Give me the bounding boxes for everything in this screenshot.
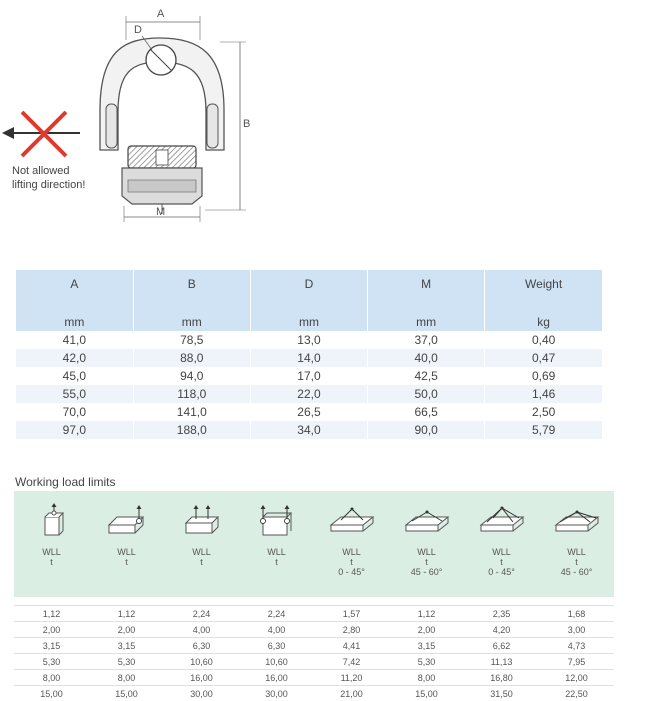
table-row xyxy=(16,331,602,349)
wll-col-two-leg-angle xyxy=(314,491,389,597)
wll-caption: WLL t 45 - 60° xyxy=(389,547,464,577)
two-leg-angle-wide-icon xyxy=(402,503,452,537)
unit-weight: kg xyxy=(485,313,602,331)
wll-caption: WLL t xyxy=(89,547,164,567)
wll-caption: WLL t 0 - 45° xyxy=(314,547,389,577)
table-cell: 2,50 xyxy=(485,403,602,421)
table-cell: 16,00 xyxy=(164,670,239,686)
header-m: M xyxy=(368,270,485,313)
dim-m-label: M xyxy=(156,206,165,218)
table-cell: 11,20 xyxy=(314,670,389,686)
wll-col-side xyxy=(89,491,164,597)
table-cell: 188,0 xyxy=(133,421,250,439)
table-cell: 30,00 xyxy=(164,686,239,701)
table-cell: 37,0 xyxy=(368,331,485,349)
dim-a-label: A xyxy=(157,8,164,20)
warning-text xyxy=(12,164,85,192)
table-cell: 50,0 xyxy=(368,385,485,403)
wll-col-four-leg-angle xyxy=(464,491,539,597)
header-b: B xyxy=(133,270,250,313)
wll-caption: WLL t 0 - 45° xyxy=(464,547,539,577)
table-cell: 41,0 xyxy=(16,331,133,349)
table-row xyxy=(14,670,614,686)
wll-body xyxy=(14,597,614,701)
table-cell: 90,0 xyxy=(368,421,485,439)
table-cell: 2,00 xyxy=(389,622,464,638)
wll-spacer-row xyxy=(14,597,614,606)
table-cell: 2,80 xyxy=(314,622,389,638)
table-cell: 8,00 xyxy=(14,670,89,686)
table-cell: 16,80 xyxy=(464,670,539,686)
table-cell: 11,13 xyxy=(464,654,539,670)
wll-col-vertical xyxy=(14,491,89,597)
table-cell: 42,0 xyxy=(16,349,133,367)
wll-title: Working load limits xyxy=(15,475,115,489)
table-cell: 88,0 xyxy=(133,349,250,367)
table-cell: 16,00 xyxy=(239,670,314,686)
table-cell: 118,0 xyxy=(133,385,250,403)
table-cell: 7,42 xyxy=(314,654,389,670)
table-cell: 2,35 xyxy=(464,606,539,622)
dim-b-label: B xyxy=(243,118,250,130)
four-leg-angle-wide-icon xyxy=(552,503,602,537)
table-cell: 12,00 xyxy=(539,670,614,686)
table-cell: 1,68 xyxy=(539,606,614,622)
unit-b: mm xyxy=(133,313,250,331)
table-cell: 31,50 xyxy=(464,686,539,701)
table-row xyxy=(14,606,614,622)
side-lift-icon xyxy=(105,503,149,537)
table-cell: 5,79 xyxy=(485,421,602,439)
unit-a: mm xyxy=(16,313,133,331)
table-cell: 0,40 xyxy=(485,331,602,349)
dimensions-header-row xyxy=(16,270,602,313)
header-weight: Weight xyxy=(485,270,602,313)
table-cell: 22,0 xyxy=(250,385,367,403)
two-leg-angle-icon xyxy=(327,503,377,537)
table-cell: 94,0 xyxy=(133,367,250,385)
table-cell: 15,00 xyxy=(14,686,89,701)
table-cell: 30,00 xyxy=(239,686,314,701)
table-row xyxy=(16,421,602,439)
table-cell: 2,24 xyxy=(164,606,239,622)
table-cell: 10,60 xyxy=(164,654,239,670)
table-row xyxy=(14,622,614,638)
table-cell: 34,0 xyxy=(250,421,367,439)
table-cell: 21,00 xyxy=(314,686,389,701)
table-cell: 4,00 xyxy=(164,622,239,638)
table-cell: 70,0 xyxy=(16,403,133,421)
table-cell: 4,73 xyxy=(539,638,614,654)
wll-table xyxy=(14,491,614,701)
dimensions-table xyxy=(16,270,602,439)
technical-drawing xyxy=(0,0,645,250)
lifting-point-drawing xyxy=(0,0,645,250)
table-row xyxy=(16,349,602,367)
four-leg-angle-icon xyxy=(477,503,527,537)
table-cell: 26,5 xyxy=(250,403,367,421)
table-cell: 141,0 xyxy=(133,403,250,421)
dim-d-label: D xyxy=(134,24,142,36)
table-cell: 17,0 xyxy=(250,367,367,385)
table-row xyxy=(14,638,614,654)
unit-m: mm xyxy=(368,313,485,331)
table-cell: 4,00 xyxy=(239,622,314,638)
warning-line-2: lifting direction! xyxy=(12,178,85,192)
dimensions-unit-row xyxy=(16,313,602,331)
table-cell: 8,00 xyxy=(89,670,164,686)
table-row xyxy=(16,385,602,403)
wll-col-two-leg-vertical xyxy=(164,491,239,597)
table-cell: 66,5 xyxy=(368,403,485,421)
unit-d: mm xyxy=(250,313,367,331)
table-cell: 4,41 xyxy=(314,638,389,654)
table-cell: 6,30 xyxy=(164,638,239,654)
table-cell: 1,12 xyxy=(14,606,89,622)
wll-caption: WLL t xyxy=(164,547,239,567)
table-cell: 22,50 xyxy=(539,686,614,701)
wll-col-four-leg-angle-wide xyxy=(539,491,614,597)
table-cell: 3,15 xyxy=(89,638,164,654)
wll-col-two-leg-side xyxy=(239,491,314,597)
table-cell: 7,95 xyxy=(539,654,614,670)
warning-line-1: Not allowed xyxy=(12,164,85,178)
table-cell: 0,69 xyxy=(485,367,602,385)
wll-header-row xyxy=(14,491,614,597)
table-cell: 40,0 xyxy=(368,349,485,367)
two-leg-vertical-icon xyxy=(180,503,224,537)
table-cell: 1,12 xyxy=(89,606,164,622)
table-cell: 78,5 xyxy=(133,331,250,349)
table-cell: 1,46 xyxy=(485,385,602,403)
table-cell: 55,0 xyxy=(16,385,133,403)
table-cell: 13,0 xyxy=(250,331,367,349)
table-cell: 3,15 xyxy=(389,638,464,654)
table-cell: 1,57 xyxy=(314,606,389,622)
table-row xyxy=(16,367,602,385)
table-cell: 2,24 xyxy=(239,606,314,622)
dimensions-body xyxy=(16,331,602,439)
vertical-lift-icon xyxy=(32,503,72,537)
header-a: A xyxy=(16,270,133,313)
table-row xyxy=(16,403,602,421)
table-cell: 8,00 xyxy=(389,670,464,686)
table-cell: 3,15 xyxy=(14,638,89,654)
table-cell: 1,12 xyxy=(389,606,464,622)
wll-caption: WLL t xyxy=(239,547,314,567)
table-cell: 2,00 xyxy=(89,622,164,638)
two-leg-side-icon xyxy=(255,503,299,537)
table-cell: 14,0 xyxy=(250,349,367,367)
table-cell: 4,20 xyxy=(464,622,539,638)
table-cell: 3,00 xyxy=(539,622,614,638)
table-cell: 97,0 xyxy=(16,421,133,439)
table-cell: 6,62 xyxy=(464,638,539,654)
table-cell: 5,30 xyxy=(89,654,164,670)
table-cell: 0,47 xyxy=(485,349,602,367)
wll-col-two-leg-angle-wide xyxy=(389,491,464,597)
table-cell: 15,00 xyxy=(389,686,464,701)
table-cell: 2,00 xyxy=(14,622,89,638)
wll-caption: WLL t xyxy=(14,547,89,567)
table-cell: 5,30 xyxy=(14,654,89,670)
table-cell: 15,00 xyxy=(89,686,164,701)
wll-caption: WLL t 45 - 60° xyxy=(539,547,614,577)
table-cell: 10,60 xyxy=(239,654,314,670)
table-cell: 45,0 xyxy=(16,367,133,385)
table-cell: 6,30 xyxy=(239,638,314,654)
table-cell: 5,30 xyxy=(389,654,464,670)
table-cell: 42,5 xyxy=(368,367,485,385)
table-row xyxy=(14,654,614,670)
header-d: D xyxy=(250,270,367,313)
